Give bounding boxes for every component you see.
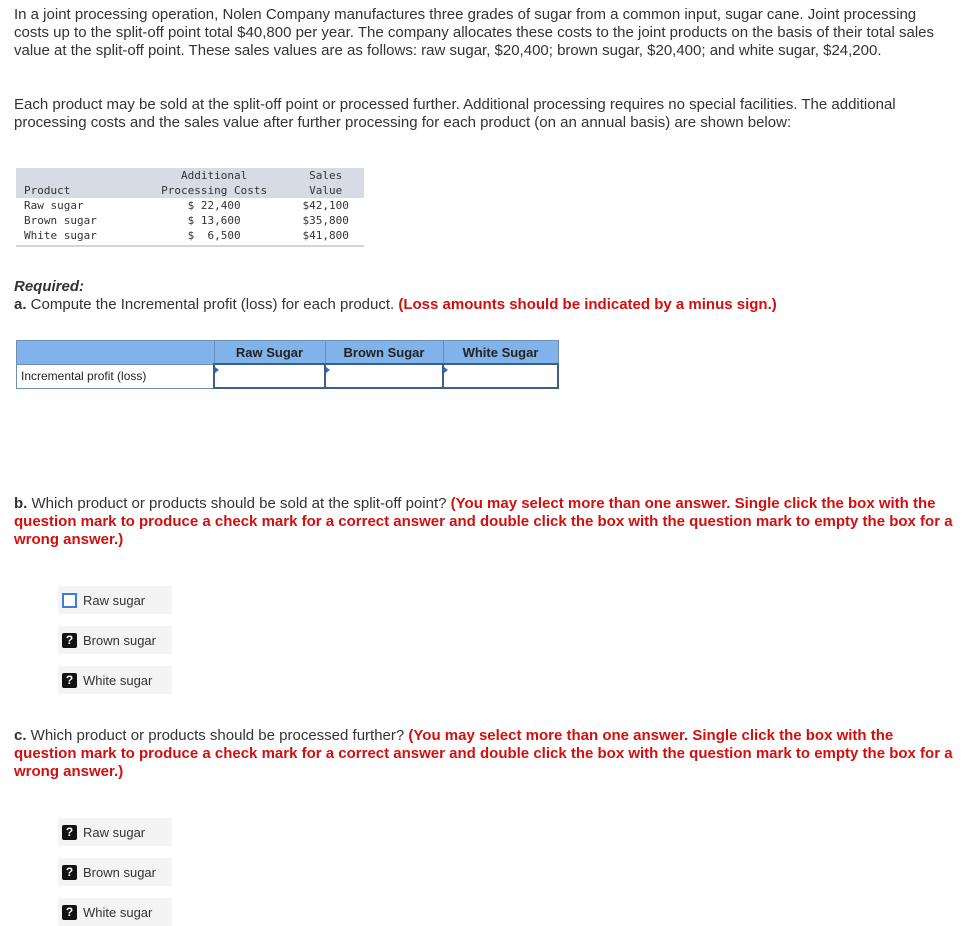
question-c-letter: c. [14, 727, 27, 744]
question-a [14, 296, 958, 314]
question-b-letter: b. [14, 495, 28, 512]
table-row [17, 364, 559, 388]
processing-data-table [16, 168, 364, 247]
table-row [16, 228, 364, 246]
header-sales-line1: Sales [309, 169, 343, 182]
choice-label: Raw sugar [83, 592, 146, 608]
c-choice-white-sugar[interactable] [58, 898, 172, 926]
header-cost-line1: Additional [180, 169, 248, 182]
intro-paragraph-2: Each product may be sold at the split-off point or processed further. Additional processing requires no special facilities. The additional processing costs and the sales value after further processing for each product (on an annual basis) are shown below: [14, 96, 896, 131]
choice-label: Brown sugar [83, 632, 156, 648]
header-additional-costs [141, 168, 287, 198]
question-c-text: Which product or products should be processed further? [26, 727, 409, 744]
question-mark-icon[interactable]: ? [62, 865, 77, 880]
raw-sugar-incremental-input[interactable] [215, 366, 324, 386]
choice-label: White sugar [83, 904, 153, 920]
data-table-header [16, 168, 364, 198]
header-blank [17, 341, 215, 365]
answer-table-header [17, 341, 559, 365]
question-mark-icon[interactable]: ? [62, 633, 77, 648]
row-sales: $41,800 [287, 228, 364, 246]
b-choice-brown-sugar[interactable] [58, 626, 172, 654]
row-cost: $ 22,400 [187, 199, 241, 212]
header-product: Product [24, 184, 71, 197]
c-choice-brown-sugar[interactable] [58, 858, 172, 886]
question-mark-icon[interactable]: ? [62, 673, 77, 688]
brown-sugar-input-cell[interactable] [325, 364, 443, 388]
question-b-note: (You may select more than one answer. Single click the box with the question mark to produce a check mark for a correct answer and double click the box with the question mark to empty the box for a wrong answer.) [14, 495, 953, 548]
table-row [16, 198, 364, 213]
question-b-text: Which product or products should be sold at the split-off point? [27, 495, 451, 512]
row-label-incremental-profit: Incremental profit (loss) [17, 364, 215, 388]
row-cost: $ 6,500 [141, 228, 287, 246]
brown-sugar-incremental-input[interactable] [326, 366, 442, 386]
header-brown-sugar: Brown Sugar [325, 341, 443, 365]
question-b [14, 495, 958, 549]
raw-sugar-input-cell[interactable] [214, 364, 325, 388]
question-a-letter: a. [14, 296, 27, 313]
checkbox-empty-icon[interactable] [62, 593, 77, 608]
row-product: Brown sugar [24, 214, 97, 227]
question-a-note: (Loss amounts should be indicated by a minus sign.) [398, 296, 777, 313]
b-choice-raw-sugar[interactable] [58, 586, 172, 614]
choice-label: Brown sugar [83, 864, 156, 880]
question-c-note: (You may select more than one answer. Single click the box with the question mark to produce a check mark for a correct answer and double click the box with the question mark to empty the box for a wrong answer.) [14, 727, 953, 780]
header-raw-sugar: Raw Sugar [214, 341, 325, 365]
row-product: Raw sugar [24, 199, 84, 212]
question-a-text: Compute the Incremental profit (loss) for each product. [26, 296, 399, 313]
table-row [16, 213, 364, 228]
intro-paragraph-1: In a joint processing operation, Nolen Company manufactures three grades of sugar from a common input, sugar cane. Joint processing costs up to the split-off point total $40,800 per year. The company allocates these costs to the joint products on the basis of their total sales value at the split-off point. These sales values are as follows: raw sugar, $20,400; brown sugar, $20,400; and white sugar, $24,200. [14, 6, 934, 59]
c-choice-raw-sugar[interactable] [58, 818, 172, 846]
row-sales: $35,800 [302, 214, 349, 227]
b-choice-white-sugar[interactable] [58, 666, 172, 694]
header-white-sugar: White Sugar [443, 341, 558, 365]
choice-label: Raw sugar [83, 824, 146, 840]
row-cost: $ 13,600 [187, 214, 241, 227]
question-mark-icon[interactable]: ? [62, 825, 77, 840]
white-sugar-incremental-input[interactable] [444, 366, 557, 386]
choice-label: White sugar [83, 672, 153, 688]
header-sales-value [287, 168, 364, 198]
white-sugar-input-cell[interactable] [443, 364, 558, 388]
question-c [14, 727, 958, 781]
header-cost-line2: Processing Costs [161, 184, 268, 197]
header-sales-line2: Value [309, 184, 343, 197]
required-label: Required: [14, 278, 85, 295]
row-sales: $42,100 [302, 199, 349, 212]
incremental-profit-table [16, 340, 559, 389]
row-product: White sugar [16, 228, 141, 246]
question-mark-icon[interactable]: ? [62, 905, 77, 920]
